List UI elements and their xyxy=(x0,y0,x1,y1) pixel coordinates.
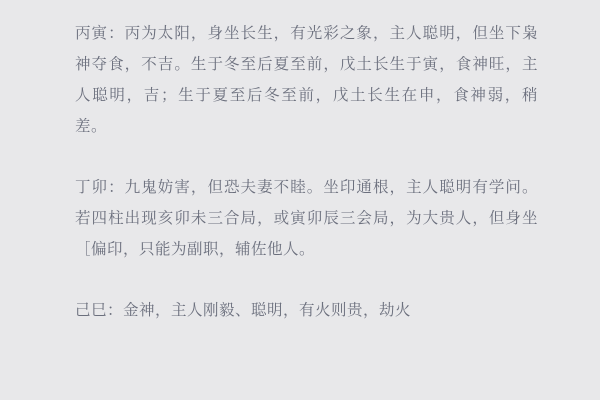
paragraph-bingyin: 丙寅：丙为太阳，身坐长生，有光彩之象，主人聪明，但坐下枭神夺食，不吉。生于冬至后夏至前，戊土长生于寅，食神旺，主人聪明，吉；生于夏至后冬至前，戊土长生在申，食神弱，稍差。 xyxy=(75,24,538,135)
paragraph-dingmao: 丁卯：九鬼妨害，但恐夫妻不睦。坐印通根，主人聪明有学问。若四柱出现亥卯未三合局，或寅卯辰三会局，为大贵人，但身坐［偏印，只能为副职，辅佐他人。 xyxy=(75,178,538,258)
paragraph-jisi: 己巳：金神，主人刚毅、聪明，有火则贵，劫火 xyxy=(75,301,412,319)
